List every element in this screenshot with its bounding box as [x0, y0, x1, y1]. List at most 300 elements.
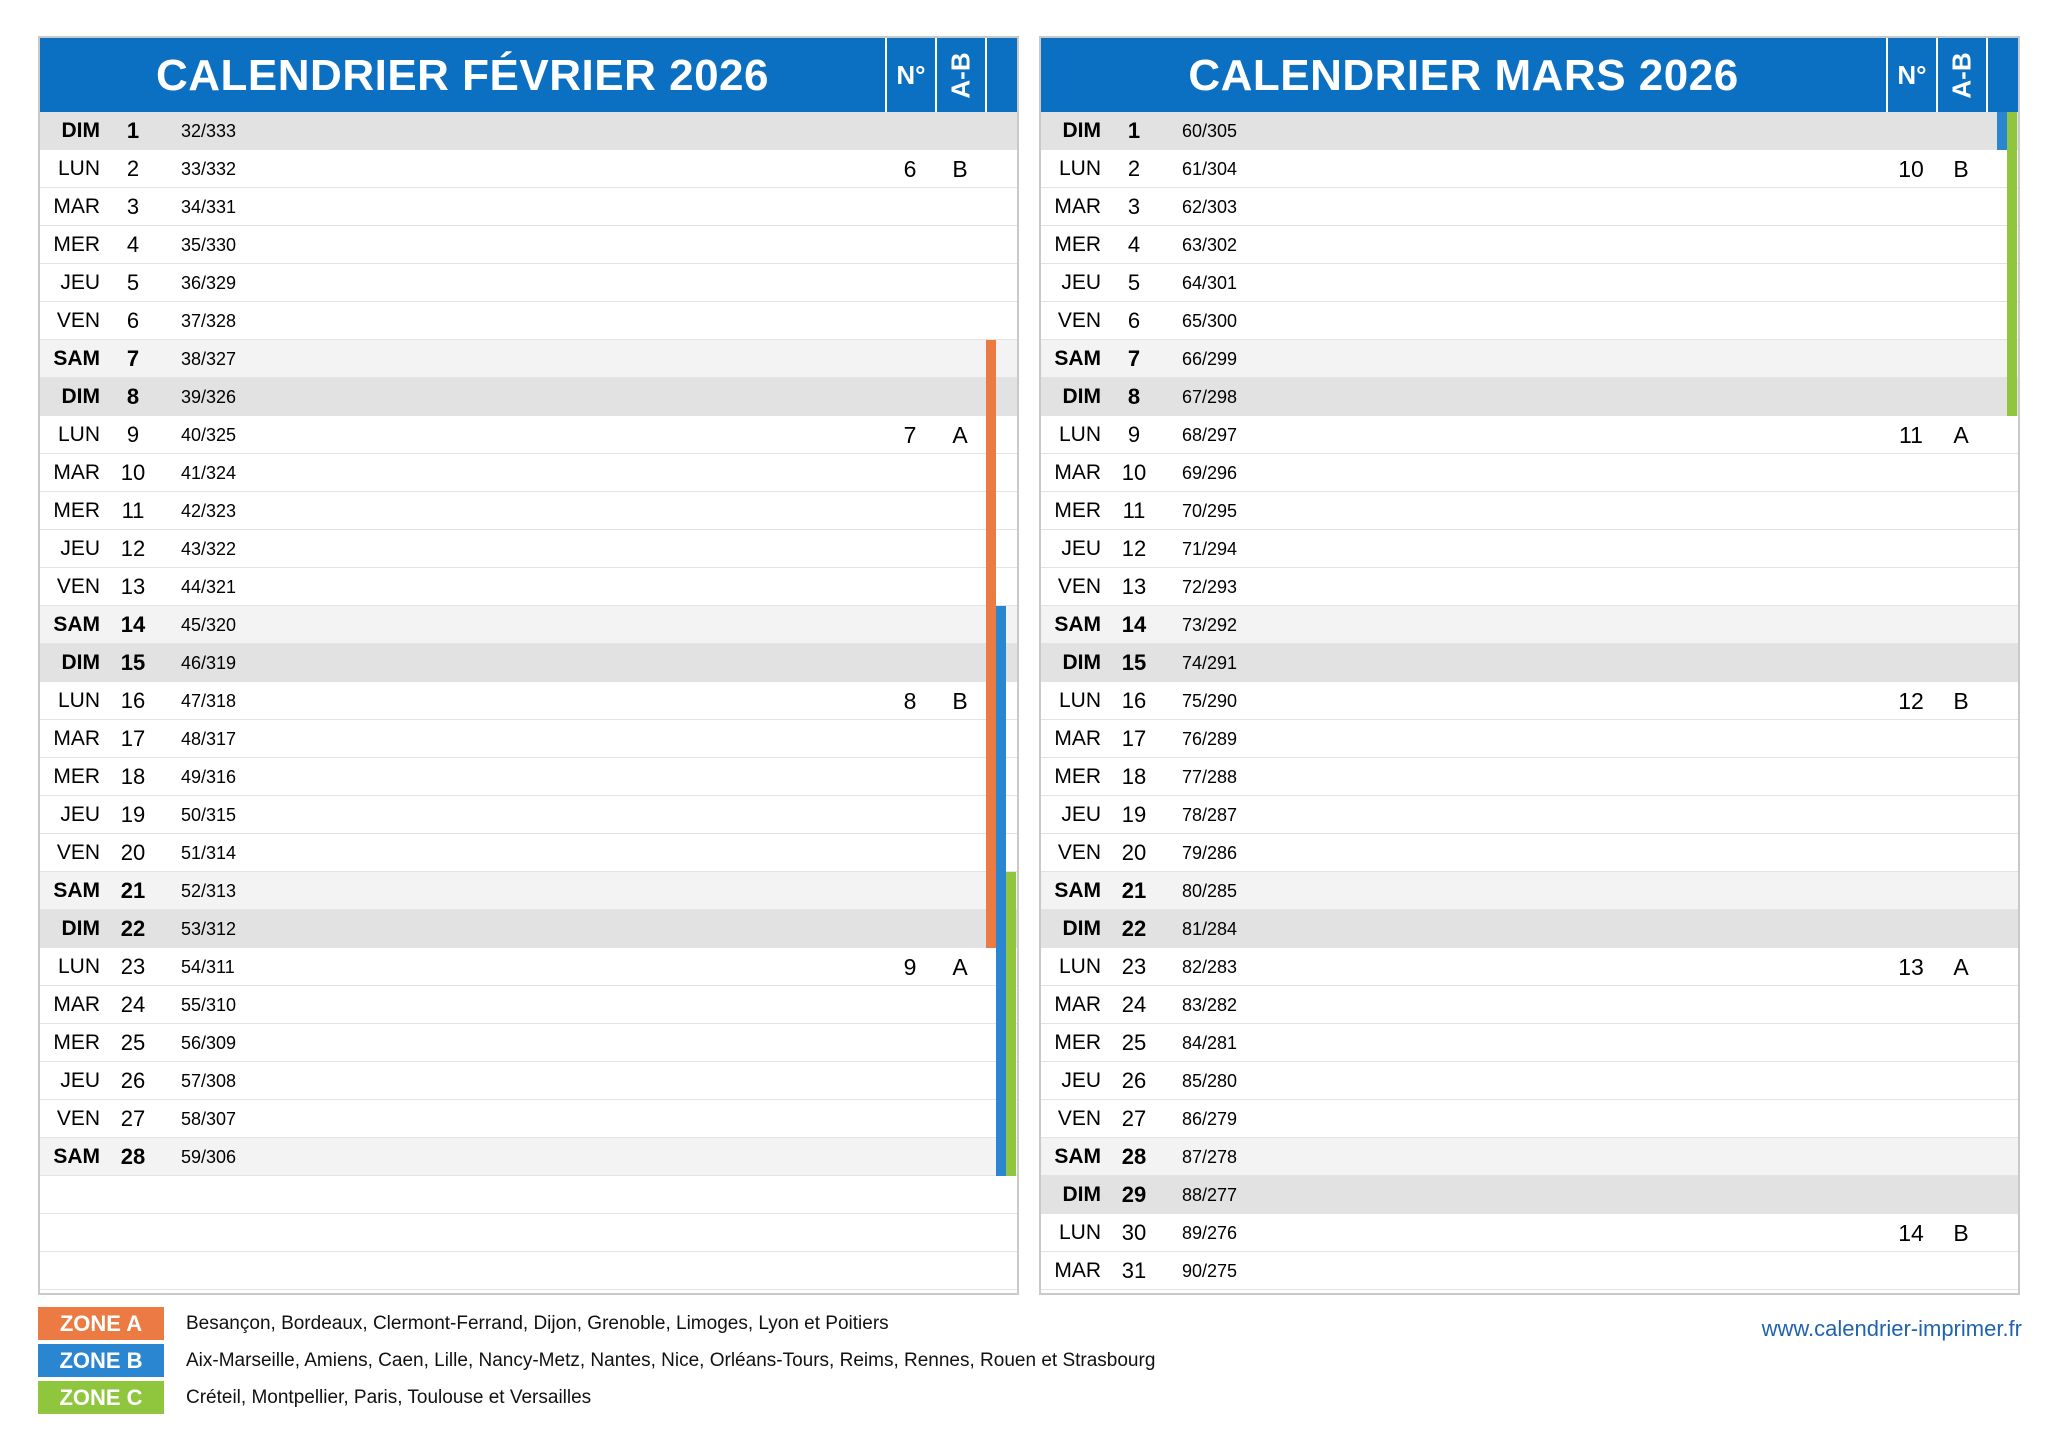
- day-row: [40, 340, 1017, 378]
- day-number: 25: [120, 1030, 146, 1055]
- week-number: 6: [903, 156, 917, 182]
- day-of-year: 85/280: [1182, 1071, 1238, 1091]
- day-number: 17: [120, 726, 146, 751]
- day-of-year: 71/294: [1182, 539, 1238, 559]
- day-of-year: 46/319: [181, 653, 237, 673]
- week-ab: [1936, 910, 1986, 947]
- zone-b-holiday-bar: [996, 758, 1006, 796]
- day-of-year: 64/301: [1182, 273, 1238, 293]
- zone-c-holiday-bar: [2007, 302, 2017, 340]
- day-number: 12: [120, 536, 146, 561]
- week-ab: A: [1953, 954, 1969, 980]
- week-ab: [935, 720, 985, 757]
- week-ab: [1936, 1062, 1986, 1099]
- zone-b-holiday-bar: [996, 1062, 1006, 1100]
- day-number: 16: [1121, 688, 1147, 713]
- day-name: DIM: [1062, 917, 1101, 940]
- week-number: [1886, 302, 1936, 339]
- week-ab: A: [952, 422, 968, 448]
- zone-c-holiday-bar: [2007, 112, 2017, 150]
- day-of-year: 69/296: [1182, 463, 1238, 483]
- day-number: 14: [1121, 612, 1147, 637]
- day-row: [40, 1024, 1017, 1062]
- week-number: 12: [1898, 688, 1924, 714]
- day-of-year: 90/275: [1182, 1261, 1238, 1281]
- day-of-year: 61/304: [1182, 159, 1238, 179]
- zone-c-holiday-bar: [2007, 150, 2017, 188]
- week-ab: [1936, 264, 1986, 301]
- week-ab: [1936, 1176, 1986, 1213]
- week-ab: [1936, 188, 1986, 225]
- week-number: [1886, 226, 1936, 263]
- day-number: 22: [1121, 916, 1147, 941]
- day-row: [40, 1138, 1017, 1176]
- week-ab: [1936, 1138, 1986, 1175]
- day-number: 1: [126, 118, 140, 143]
- zone-c-holiday-bar: [1006, 872, 1016, 910]
- week-number: [1886, 378, 1936, 415]
- week-ab: [1936, 606, 1986, 643]
- week-number: [885, 454, 935, 491]
- day-row: [1041, 188, 2018, 226]
- day-number: 3: [126, 194, 140, 219]
- day-name: JEU: [60, 537, 100, 560]
- zone-c-holiday-bar: [2007, 378, 2017, 416]
- day-number: 17: [1121, 726, 1147, 751]
- zone-c-holiday-bar: [1006, 1100, 1016, 1138]
- week-number: [1886, 606, 1936, 643]
- week-number: [885, 568, 935, 605]
- week-number: [885, 872, 935, 909]
- day-name: LUN: [57, 955, 100, 978]
- ab-week-header-label: A-B: [945, 51, 976, 99]
- calendar-title: CALENDRIER MARS 2026: [1188, 51, 1739, 100]
- week-ab: [1936, 340, 1986, 377]
- day-number: 31: [1121, 1258, 1147, 1283]
- day-name: MER: [53, 1031, 100, 1054]
- week-number: [1886, 1176, 1936, 1213]
- day-of-year: 60/305: [1182, 121, 1238, 141]
- day-number: 6: [1127, 308, 1141, 333]
- day-row: [40, 530, 1017, 568]
- day-of-year: 39/326: [181, 387, 237, 407]
- week-ab: [1936, 758, 1986, 795]
- day-row: [40, 910, 1017, 948]
- calendar-header: [40, 38, 1017, 112]
- week-number: [1886, 644, 1936, 681]
- legend-zone-b: [38, 1344, 1155, 1377]
- zone-b-holiday-bar: [996, 720, 1006, 758]
- day-name: MER: [53, 765, 100, 788]
- week-ab: [935, 834, 985, 871]
- day-row: [1041, 1252, 2018, 1290]
- day-name: VEN: [1057, 841, 1101, 864]
- day-of-year: 58/307: [181, 1109, 237, 1129]
- week-ab: B: [1953, 1220, 1969, 1246]
- day-number: 19: [120, 802, 146, 827]
- day-number: 9: [126, 422, 140, 447]
- zone-c-holiday-bar: [2007, 188, 2017, 226]
- day-row: [1041, 226, 2018, 264]
- zone-a-holiday-bar: [986, 416, 996, 454]
- day-number: 7: [1127, 346, 1141, 371]
- week-ab: [935, 226, 985, 263]
- zone-b-holiday-bar: [996, 910, 1006, 948]
- day-name: SAM: [1054, 613, 1101, 636]
- day-number: 28: [1121, 1144, 1147, 1169]
- zone-a-holiday-bar: [986, 872, 996, 910]
- empty-row: [40, 1252, 1017, 1290]
- day-of-year: 77/288: [1182, 767, 1238, 787]
- week-ab: A: [952, 954, 968, 980]
- empty-row: [40, 1176, 1017, 1214]
- day-of-year: 50/315: [181, 805, 237, 825]
- week-number: [885, 112, 935, 149]
- week-number: 13: [1898, 954, 1924, 980]
- week-number: [1886, 720, 1936, 757]
- day-of-year: 67/298: [1182, 387, 1238, 407]
- day-of-year: 72/293: [1182, 577, 1238, 597]
- zone-b-cities: Aix-Marseille, Amiens, Caen, Lille, Nancy-Metz, Nantes, Nice, Orléans-Tours, Reims, Rennes, Rouen et Strasbourg: [186, 1349, 1156, 1371]
- week-number: [885, 834, 935, 871]
- week-number: 9: [903, 954, 917, 980]
- day-row: [1041, 378, 2018, 416]
- day-name: SAM: [53, 1145, 100, 1168]
- day-number: 3: [1127, 194, 1141, 219]
- day-name: SAM: [1054, 1145, 1101, 1168]
- day-row: [40, 1062, 1017, 1100]
- day-name: LUN: [57, 157, 100, 180]
- day-row: [40, 758, 1017, 796]
- week-ab: [935, 1062, 985, 1099]
- day-row: [1041, 1024, 2018, 1062]
- day-of-year: 78/287: [1182, 805, 1238, 825]
- day-number: 12: [1121, 536, 1147, 561]
- day-name: LUN: [1058, 1221, 1101, 1244]
- week-number: [885, 796, 935, 833]
- day-name: MAR: [53, 461, 100, 484]
- week-number: [1886, 112, 1936, 149]
- day-of-year: 63/302: [1182, 235, 1238, 255]
- day-name: MER: [1054, 233, 1101, 256]
- week-number: [885, 986, 935, 1023]
- day-of-year: 79/286: [1182, 843, 1238, 863]
- week-number: [1886, 796, 1936, 833]
- week-number: 7: [903, 422, 917, 448]
- day-row: [40, 188, 1017, 226]
- week-number: 11: [1899, 422, 1923, 448]
- week-ab: [1936, 454, 1986, 491]
- day-row: [40, 986, 1017, 1024]
- week-ab: [935, 986, 985, 1023]
- week-ab: [935, 378, 985, 415]
- day-row: [40, 872, 1017, 910]
- week-ab: [935, 1024, 985, 1061]
- day-name: LUN: [1058, 689, 1101, 712]
- calendar-body: [40, 112, 1017, 1293]
- day-number: 30: [1121, 1220, 1147, 1245]
- day-name: VEN: [56, 575, 100, 598]
- day-name: VEN: [56, 309, 100, 332]
- day-number: 20: [120, 840, 146, 865]
- week-ab: [1936, 796, 1986, 833]
- day-number: 21: [120, 878, 146, 903]
- zone-c-holiday-bar: [1006, 986, 1016, 1024]
- day-name: MAR: [1054, 727, 1101, 750]
- week-number: [885, 606, 935, 643]
- day-of-year: 81/284: [1182, 919, 1238, 939]
- day-number: 23: [120, 954, 146, 979]
- zone-c-badge: ZONE C: [38, 1381, 164, 1414]
- week-ab: [1936, 720, 1986, 757]
- day-number: 1: [1127, 118, 1141, 143]
- week-ab: [1936, 568, 1986, 605]
- day-name: LUN: [1058, 157, 1101, 180]
- zone-b-holiday-bar: [996, 796, 1006, 834]
- day-row: [40, 454, 1017, 492]
- legend-zone-c: [38, 1381, 1155, 1414]
- ab-week-header-label: A-B: [1946, 51, 1977, 99]
- week-number: [1886, 1024, 1936, 1061]
- day-name: MAR: [1054, 195, 1101, 218]
- day-row: [1041, 568, 2018, 606]
- week-number: [885, 492, 935, 529]
- ab-week-header: [1936, 38, 1986, 112]
- day-of-year: 56/309: [181, 1033, 237, 1053]
- day-name: DIM: [61, 119, 100, 142]
- zone-a-holiday-bar: [986, 378, 996, 416]
- day-number: 18: [120, 764, 146, 789]
- day-number: 10: [120, 460, 146, 485]
- zone-a-holiday-bar: [986, 454, 996, 492]
- legend-zone-a: [38, 1307, 1155, 1340]
- zone-b-holiday-bar: [996, 1100, 1006, 1138]
- week-number: [1886, 1062, 1936, 1099]
- week-ab: [935, 910, 985, 947]
- day-of-year: 44/321: [181, 577, 237, 597]
- day-row: [1041, 834, 2018, 872]
- day-number: 11: [1122, 498, 1146, 523]
- day-name: MAR: [1054, 1259, 1101, 1282]
- day-number: 25: [1121, 1030, 1147, 1055]
- day-row: [40, 112, 1017, 150]
- day-row: [1041, 150, 2018, 188]
- zone-header: [985, 38, 1015, 112]
- week-ab: B: [952, 156, 968, 182]
- website-link[interactable]: www.calendrier-imprimer.fr: [1761, 1316, 2022, 1341]
- week-ab: [1936, 530, 1986, 567]
- week-number: [1886, 568, 1936, 605]
- day-name: JEU: [1061, 803, 1101, 826]
- day-name: VEN: [1057, 309, 1101, 332]
- day-of-year: 36/329: [181, 273, 237, 293]
- week-ab: [1936, 1024, 1986, 1061]
- day-row: [40, 264, 1017, 302]
- day-number: 16: [120, 688, 146, 713]
- week-number: 8: [903, 688, 917, 714]
- day-row: [1041, 112, 2018, 150]
- day-number: 5: [126, 270, 140, 295]
- day-number: 29: [1121, 1182, 1147, 1207]
- day-row: [40, 948, 1017, 986]
- day-name: JEU: [60, 271, 100, 294]
- week-number: [885, 910, 935, 947]
- day-of-year: 40/325: [181, 425, 237, 445]
- day-of-year: 52/313: [181, 881, 237, 901]
- day-number: 8: [1127, 384, 1141, 409]
- day-name: DIM: [1062, 385, 1101, 408]
- day-row: [1041, 454, 2018, 492]
- day-of-year: 48/317: [181, 729, 237, 749]
- day-row: [40, 720, 1017, 758]
- zone-a-holiday-bar: [986, 606, 996, 644]
- week-number: [1886, 986, 1936, 1023]
- week-ab: [1936, 986, 1986, 1023]
- week-number: [1886, 340, 1936, 377]
- day-name: VEN: [1057, 1107, 1101, 1130]
- zone-c-holiday-bar: [1006, 948, 1016, 986]
- week-ab: [935, 112, 985, 149]
- day-name: MER: [53, 233, 100, 256]
- day-number: 22: [120, 916, 146, 941]
- day-row: [1041, 1062, 2018, 1100]
- week-ab: [1936, 644, 1986, 681]
- day-row: [40, 644, 1017, 682]
- week-number: [885, 340, 935, 377]
- empty-row: [40, 1214, 1017, 1252]
- zone-a-holiday-bar: [986, 568, 996, 606]
- day-row: [1041, 986, 2018, 1024]
- week-number: [1886, 1138, 1936, 1175]
- week-ab: [935, 1100, 985, 1137]
- day-of-year: 82/283: [1182, 957, 1238, 977]
- zone-b-holiday-bar: [996, 948, 1006, 986]
- day-number: 24: [120, 992, 146, 1017]
- day-number: 18: [1121, 764, 1147, 789]
- day-of-year: 80/285: [1182, 881, 1238, 901]
- week-number: [885, 1100, 935, 1137]
- day-row: [40, 492, 1017, 530]
- day-name: SAM: [1054, 347, 1101, 370]
- day-name: MER: [1054, 765, 1101, 788]
- day-number: 4: [1127, 232, 1141, 257]
- zone-a-holiday-bar: [986, 530, 996, 568]
- week-ab: A: [1953, 422, 1969, 448]
- day-row: [1041, 492, 2018, 530]
- week-number: [1886, 492, 1936, 529]
- week-ab: B: [1953, 156, 1969, 182]
- week-ab: [935, 264, 985, 301]
- day-of-year: 65/300: [1182, 311, 1238, 331]
- week-number: [1886, 1100, 1936, 1137]
- zone-b-holiday-bar: [996, 606, 1006, 644]
- zone-a-holiday-bar: [986, 796, 996, 834]
- zone-b-holiday-bar: [996, 682, 1006, 720]
- day-of-year: 66/299: [1182, 349, 1238, 369]
- day-row: [40, 606, 1017, 644]
- zone-b-badge: ZONE B: [38, 1344, 164, 1377]
- day-of-year: 47/318: [181, 691, 237, 711]
- day-name: JEU: [1061, 271, 1101, 294]
- day-name: MAR: [53, 195, 100, 218]
- week-number: [885, 1062, 935, 1099]
- day-name: MAR: [53, 993, 100, 1016]
- zone-c-holiday-bar: [1006, 1138, 1016, 1176]
- week-ab: [1936, 378, 1986, 415]
- calendar-header: [1041, 38, 2018, 112]
- week-number: [1886, 758, 1936, 795]
- day-name: DIM: [61, 385, 100, 408]
- week-ab: [935, 644, 985, 681]
- ab-week-header: [935, 38, 985, 112]
- week-number: [885, 720, 935, 757]
- week-ab: [935, 796, 985, 833]
- day-row: [1041, 1176, 2018, 1214]
- week-ab: [935, 530, 985, 567]
- day-number: 2: [1127, 156, 1141, 181]
- day-row: [1041, 530, 2018, 568]
- week-number: [885, 758, 935, 795]
- day-row: [1041, 1138, 2018, 1176]
- week-ab: [935, 872, 985, 909]
- week-number: [885, 188, 935, 225]
- day-name: MAR: [53, 727, 100, 750]
- day-of-year: 76/289: [1182, 729, 1238, 749]
- day-number: 15: [120, 650, 146, 675]
- day-row: [1041, 796, 2018, 834]
- day-name: VEN: [56, 841, 100, 864]
- day-of-year: 37/328: [181, 311, 237, 331]
- day-row: [1041, 1100, 2018, 1138]
- week-number: [1886, 530, 1936, 567]
- week-number: [885, 530, 935, 567]
- week-number-header: N°: [885, 38, 935, 112]
- week-number: [885, 1024, 935, 1061]
- week-number: [1886, 872, 1936, 909]
- day-number: 10: [1121, 460, 1147, 485]
- week-number: [1886, 188, 1936, 225]
- zone-a-badge: ZONE A: [38, 1307, 164, 1340]
- day-of-year: 49/316: [181, 767, 237, 787]
- day-number: 26: [120, 1068, 146, 1093]
- day-row: [40, 302, 1017, 340]
- day-of-year: 83/282: [1182, 995, 1238, 1015]
- week-ab: [935, 758, 985, 795]
- day-name: SAM: [53, 347, 100, 370]
- day-row: [1041, 1214, 2018, 1252]
- day-number: 27: [120, 1106, 146, 1131]
- zone-c-cities: Créteil, Montpellier, Paris, Toulouse et Versailles: [186, 1386, 592, 1408]
- week-ab: [935, 568, 985, 605]
- day-name: JEU: [1061, 1069, 1101, 1092]
- day-row: [1041, 910, 2018, 948]
- week-number: 14: [1898, 1220, 1924, 1246]
- day-of-year: 59/306: [181, 1147, 237, 1167]
- day-name: DIM: [1062, 651, 1101, 674]
- day-of-year: 43/322: [181, 539, 237, 559]
- day-of-year: 70/295: [1182, 501, 1238, 521]
- day-name: VEN: [1057, 575, 1101, 598]
- week-ab: [1936, 302, 1986, 339]
- week-ab: [1936, 1252, 1986, 1289]
- zone-b-holiday-bar: [996, 1024, 1006, 1062]
- day-name: DIM: [61, 917, 100, 940]
- day-of-year: 87/278: [1182, 1147, 1238, 1167]
- zone-a-holiday-bar: [986, 682, 996, 720]
- day-name: LUN: [57, 689, 100, 712]
- day-name: JEU: [1061, 537, 1101, 560]
- calendar-title: CALENDRIER FÉVRIER 2026: [156, 51, 769, 100]
